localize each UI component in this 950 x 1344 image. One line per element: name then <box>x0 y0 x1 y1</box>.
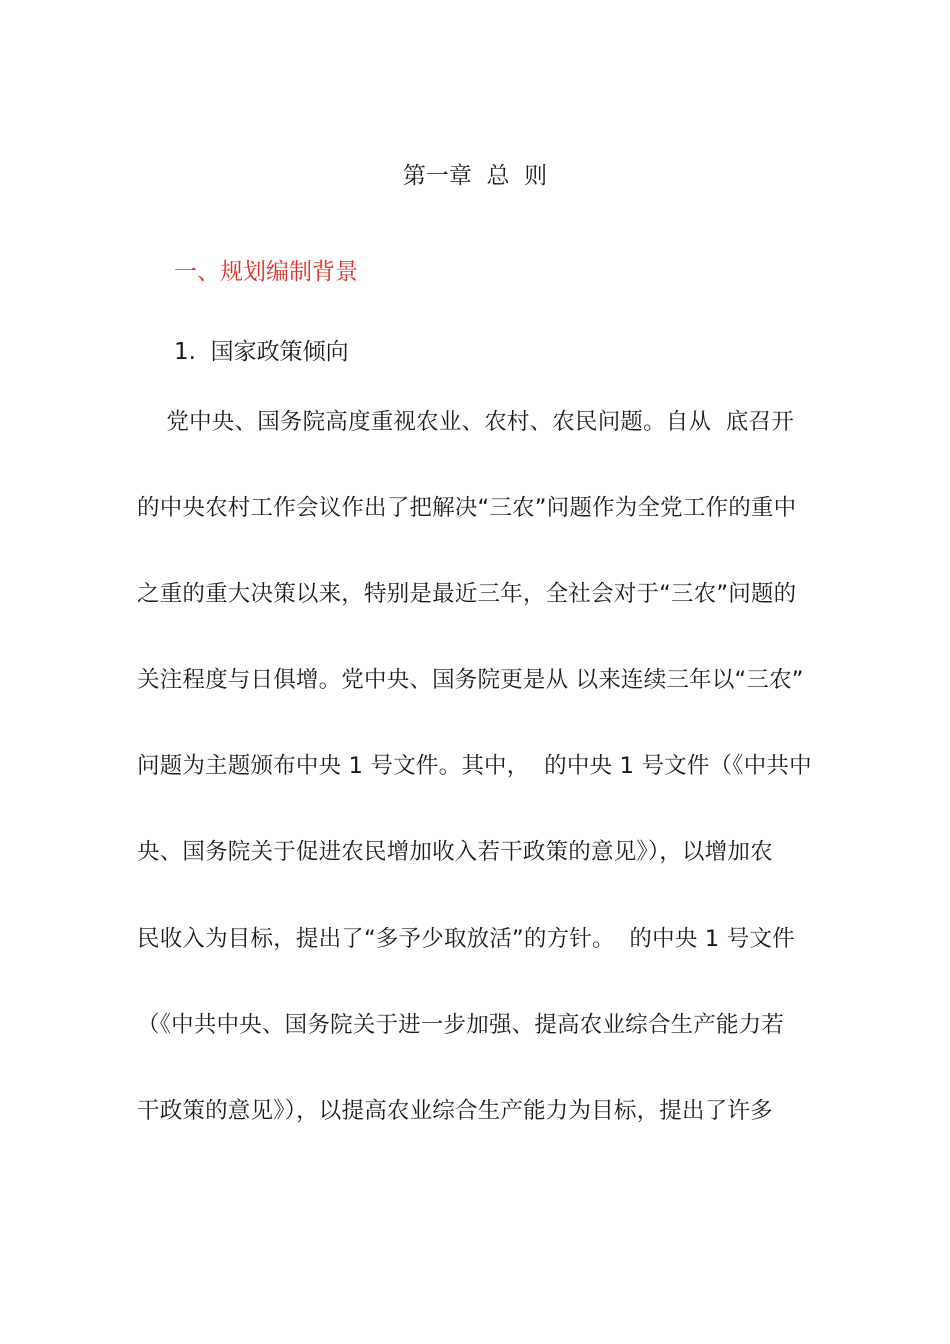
body-line: 之重的重大决策以来，特别是最近三年，全社会对于“三农”问题的 <box>137 581 797 608</box>
body-paragraph <box>137 404 817 1179</box>
body-line: 民收入为目标，提出了“多予少取放活”的方针。 的中央 1 号文件 <box>137 925 795 952</box>
body-line: 问题为主题颁布中央 1 号文件。其中， 的中央 1 号文件（《中共中 <box>137 753 812 780</box>
body-line: 党中央、国务院高度重视农业、农村、农民问题。自从 底召开 <box>137 409 795 435</box>
body-line: 关注程度与日俱增。党中央、国务院更是从 以来连续三年以“三农” <box>137 667 804 694</box>
body-line: 干政策的意见》），以提高农业综合生产能力为目标，提出了许多 <box>137 1097 773 1124</box>
subsection-heading: 1. 国家政策倾向 <box>174 339 349 365</box>
body-line: 央、国务院关于促进农民增加收入若干政策的意见》），以增加农 <box>137 839 773 866</box>
chapter-title: 第一章 总 则 <box>402 163 548 189</box>
body-line: （《中共中央、国务院关于进一步加强、提高农业综合生产能力若 <box>137 1011 785 1038</box>
section-heading: 一、规划编制背景 <box>174 259 358 285</box>
body-line: 的中央农村工作会议作出了把解决“三农”问题作为全党工作的重中 <box>137 495 797 522</box>
